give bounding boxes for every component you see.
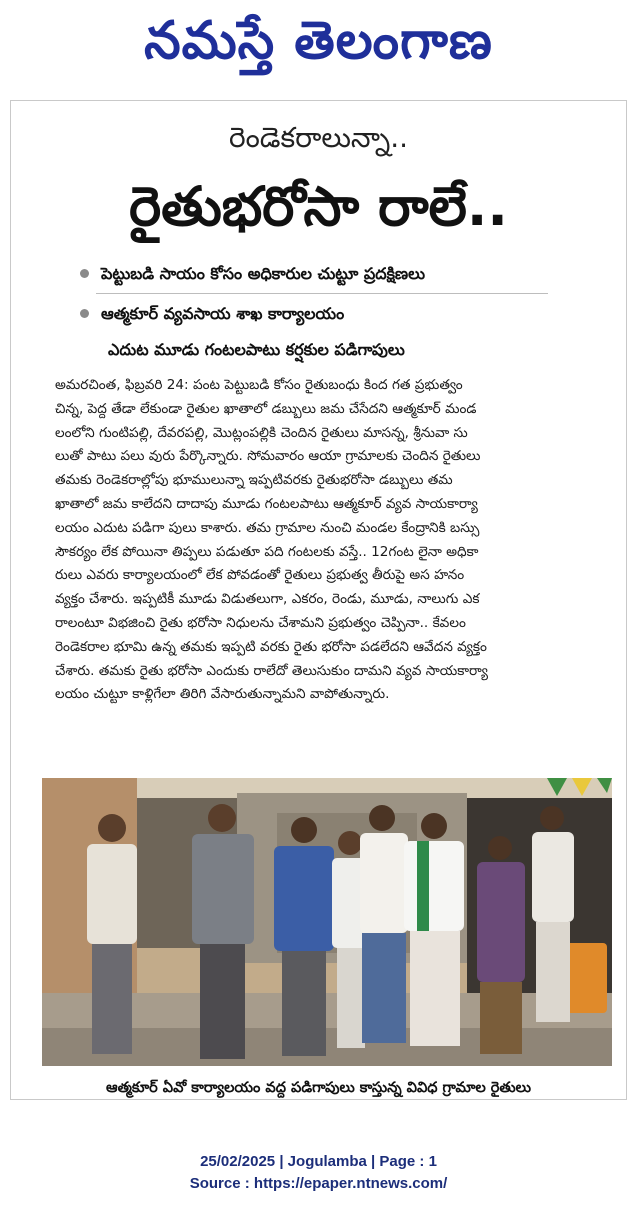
subhead-3-text: ఎదుట మూడు గంటలపాటు కర్షకుల పడిగాపులు (108, 340, 405, 359)
body-line: రెండెకరాల భూమి ఉన్న తమకు ఇప్పటి వరకు రైతు భరోసా పడలేదని ఆవేదన వ్యక్తం (55, 638, 487, 655)
farmers-photo-illustration (42, 778, 612, 1066)
subhead-1 (80, 261, 425, 287)
body-line: లంలోని గుంటిపల్లి, దేవరపల్లి, మొట్లంపల్లికి చెందిన రైతులు మాసన్న, శ్రీనువా సు (55, 424, 468, 441)
news-photo (42, 778, 612, 1066)
body-line: లుతో పాటు పలు వురు పేర్కొన్నారు. సోమవారం ఆయా గ్రామాలకు చెందిన రైతులు (55, 448, 481, 465)
source-link[interactable]: Source : https://epaper.ntnews.com/ (189, 1175, 448, 1192)
body-line: చేశారు. తమకు రైతు భరోసా ఎందుకు రాలేదో తెలుసుకుం దామని వ్యవ సాయకార్యా (55, 662, 488, 679)
body-line: ఖాతాలో జమ కాలేదని దాదాపు మూడు గంటలపాటు ఆత్మకూర్ వ్యవ సాయకార్యా (55, 495, 478, 512)
bullet-icon (80, 309, 89, 318)
body-line: అమరచింత, ఫిబ్రవరి 24: పంట పెట్టుబడి కోసం రైతుబంధు కింద గత ప్రభుత్వం (55, 377, 463, 393)
body-line: లయం చుట్టూ కాళ్లిగేలా తిరిగి వేసారుతున్నామని వాపోతున్నారు. (55, 686, 390, 703)
article-body (55, 374, 615, 707)
subhead-divider (96, 293, 548, 294)
masthead-logo: నమస్తే తెలంగాణ (144, 10, 493, 71)
subhead-1-text: పెట్టుబడి సాయం కోసం అధికారుల చుట్టూ ప్రదక్షిణలు (101, 264, 426, 283)
subhead-3 (108, 337, 405, 363)
body-line: రాలంటూ విభజించి రైతు భరోసా నిధులను చేశామని ప్రభుత్వం చెప్పినా.. కేవలం (55, 614, 466, 631)
photo-caption: ఆత్మకూర్ ఏవో కార్యాలయం వద్ద పడిగాపులు కాస్తున్న వివిధ గ్రామాల రైతులు (106, 1080, 531, 1096)
edition-info: 25/02/2025 | Jogulamba | Page : 1 (200, 1153, 437, 1170)
article-kicker: రెండెకరాలున్నా.. (228, 121, 409, 154)
bullet-icon (80, 269, 89, 278)
body-line: సౌకర్యం లేక పోయినా తిప్పలు పడుతూ పది గంటలకు వస్తే.. 12గంట లైనా అధికా (55, 543, 479, 560)
body-line: రులు ఎవరు కార్యాలయంలో లేక పోవడంతో రైతులు ప్రభుత్వ తీరుపై అస హనం (55, 567, 465, 584)
subhead-2-text: ఆత్మకూర్ వ్యవసాయ శాఖ కార్యాలయం (101, 304, 345, 323)
body-line: చిన్న, పెద్ద తేడా లేకుండా రైతుల ఖాతాలో డబ్బులు జమ చేసేదని ఆత్మకూర్ మండ (55, 400, 477, 417)
body-line: తమకు రెండెకరాల్లోపు భూములున్నా ఇప్పటివరకు రైతుభరోసా డబ్బులు తమ (55, 472, 453, 489)
subhead-2 (80, 301, 344, 327)
body-line: లయం ఎదుట పడిగా పులు కాశారు. తమ గ్రామాల నుంచి మండల కేంద్రానికి బస్సు (55, 519, 480, 536)
article-headline: రైతుభరోసా రాలే.. (129, 175, 508, 238)
body-line: వ్యక్తం చేశారు. ఇప్పటికీ మూడు విడుతలుగా, ఎకరం, రెండు, మూడు, నాలుగు ఎక (55, 591, 480, 608)
